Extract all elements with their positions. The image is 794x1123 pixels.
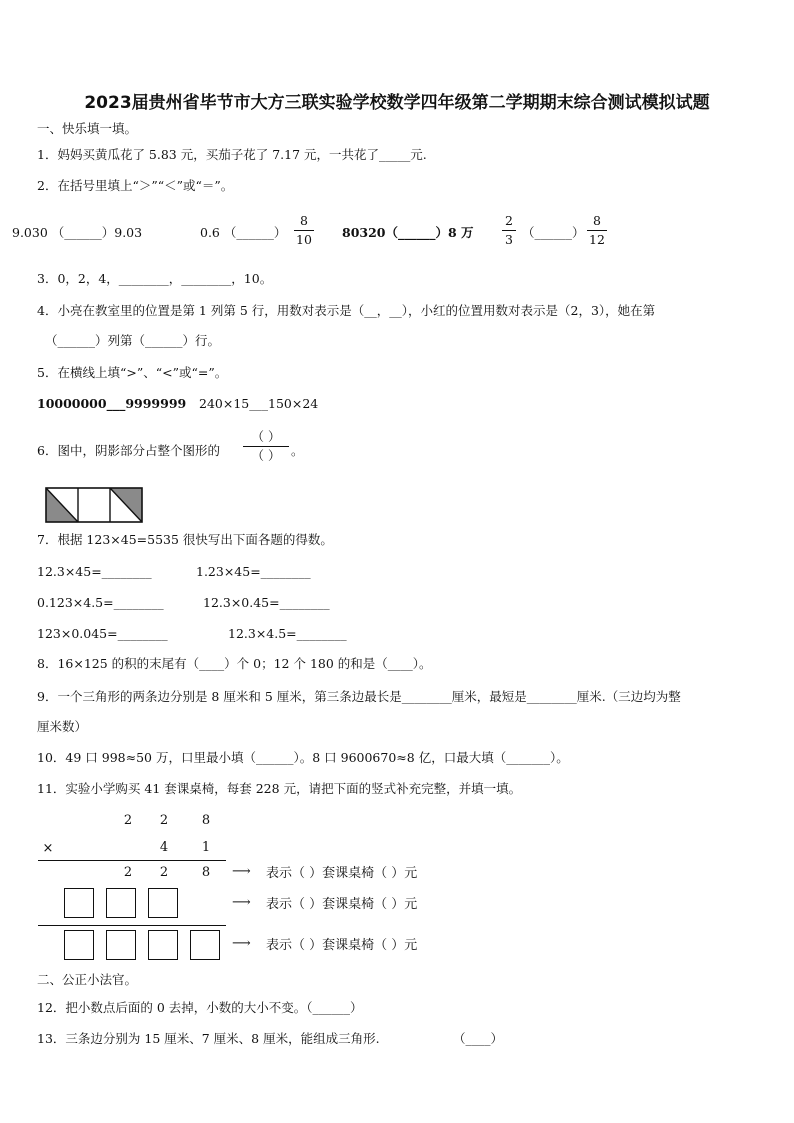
answer-box[interactable] [148,888,178,918]
multiplicand-digit: 8 [201,813,211,828]
question-4-line-2: （______）列第（______）行。 [45,333,221,348]
arrow-icon: ⟶ [232,864,251,879]
fraction-numerator: 8 [593,213,601,228]
answer-box[interactable] [106,888,136,918]
arrow-icon: ⟶ [232,895,251,910]
calc-line [38,860,226,861]
question-11: 11．实验小学购买 41 套课桌椅，每套 228 元，请把下面的竖式补充完整，并填一填。 [37,781,522,796]
q7-item-c: 0.123×4.5=________ [37,595,164,610]
question-9-line-2: 厘米数） [37,719,88,734]
fraction-numerator: 8 [300,213,308,228]
fraction-denominator-blank: （ ） [251,448,281,463]
q5-item-a: 10000000___9999999 [37,396,187,411]
multiplier-digit: 1 [201,840,211,855]
question-6: 6．图中，阴影部分占整个图形的 [37,443,220,458]
q11-row-1-label: 表示（ ）套课桌椅（ ）元 [266,866,418,881]
q7-item-b: 1.23×45=________ [196,564,311,579]
fraction-denominator: 10 [296,232,312,247]
q11-row-3-label: 表示（ ）套课桌椅（ ）元 [266,938,418,953]
q13-answer-blank: （____） [453,1031,504,1046]
q7-item-d: 12.3×0.45=________ [203,595,330,610]
question-7: 7．根据 123×45=5535 很快写出下面各题的得数。 [37,532,333,547]
section-heading-2: 二、公正小法官。 [37,972,138,987]
question-9-line-1: 9．一个三角形的两条边分别是 8 厘米和 5 厘米，第三条边最长是________厘米，最短是________厘米.（三边均为整 [37,689,681,704]
fraction-denominator: 3 [505,232,513,247]
fraction-bar [587,230,607,231]
q7-item-a: 12.3×45=________ [37,564,152,579]
fraction-numerator-blank: （ ） [251,429,281,444]
fraction-bar [243,446,289,447]
partial-product-digit: 8 [201,865,211,880]
multiplicand-digit: 2 [123,813,133,828]
q5-item-b: 240×15___150×24 [199,396,319,411]
partial-product-digit: 2 [123,865,133,880]
arrow-icon: ⟶ [232,936,251,951]
partial-product-digit: 2 [159,865,169,880]
q6-end: 。 [291,443,304,458]
q11-row-2-label: 表示（ ）套课桌椅（ ）元 [266,897,418,912]
q2-item-d: （______） [522,225,585,240]
answer-box[interactable] [64,888,94,918]
multiply-sign: × [42,841,54,856]
multiplier-digit: 4 [159,840,169,855]
fraction-denominator: 12 [589,232,605,247]
fraction-bar [294,230,314,231]
question-13: 13．三条边分别为 15 厘米、7 厘米、8 厘米，能组成三角形. [37,1031,380,1046]
answer-box[interactable] [190,930,220,960]
shaded-rectangle-figure [45,487,143,523]
question-10: 10．49 口 998≈50 万，口里最小填（______）。8 口 9600670≈8 亿，口最大填（_______）。 [37,750,569,765]
fraction-numerator: 2 [505,213,513,228]
q2-fraction-d-left [502,213,516,248]
fraction-bar [502,230,516,231]
section-heading-1: 一、快乐填一填。 [37,121,138,136]
question-2: 2．在括号里填上“＞”“＜”或“＝”。 [37,178,234,193]
question-12: 12．把小数点后面的 0 去掉，小数的大小不变。（______） [37,1000,363,1015]
q6-answer-fraction [243,429,289,464]
q7-item-f: 12.3×4.5=________ [228,626,347,641]
answer-box[interactable] [106,930,136,960]
question-5: 5．在横线上填“>”、“<”或“=”。 [37,365,228,380]
q2-item-a: 9.030 （______）9.03 [12,225,143,240]
answer-box[interactable] [64,930,94,960]
q7-item-e: 123×0.045=________ [37,626,168,641]
question-8: 8．16×125 的积的末尾有（____）个 0；12 个 180 的和是（____）。 [37,656,432,671]
calc-line [38,925,226,926]
question-1: 1．妈妈买黄瓜花了 5.83 元，买茄子花了 7.17 元，一共花了_____元. [37,147,427,162]
q2-fraction-d-right [587,213,607,248]
page-title: 2023届贵州省毕节市大方三联实验学校数学四年级第二学期期末综合测试模拟试题 [84,93,710,113]
answer-box[interactable] [148,930,178,960]
q2-fraction-b [294,213,314,248]
question-3: 3．0，2，4，________，________，10。 [37,271,273,286]
q2-item-b: 0.6 （______） [200,225,287,240]
multiplicand-digit: 2 [159,813,169,828]
question-4-line-1: 4．小亮在教室里的位置是第 1 列第 5 行，用数对表示是（__，__），小红的位置用数对表示是（2，3），她在第 [37,303,656,318]
q2-item-c: 80320（______）8 万 [342,225,474,240]
